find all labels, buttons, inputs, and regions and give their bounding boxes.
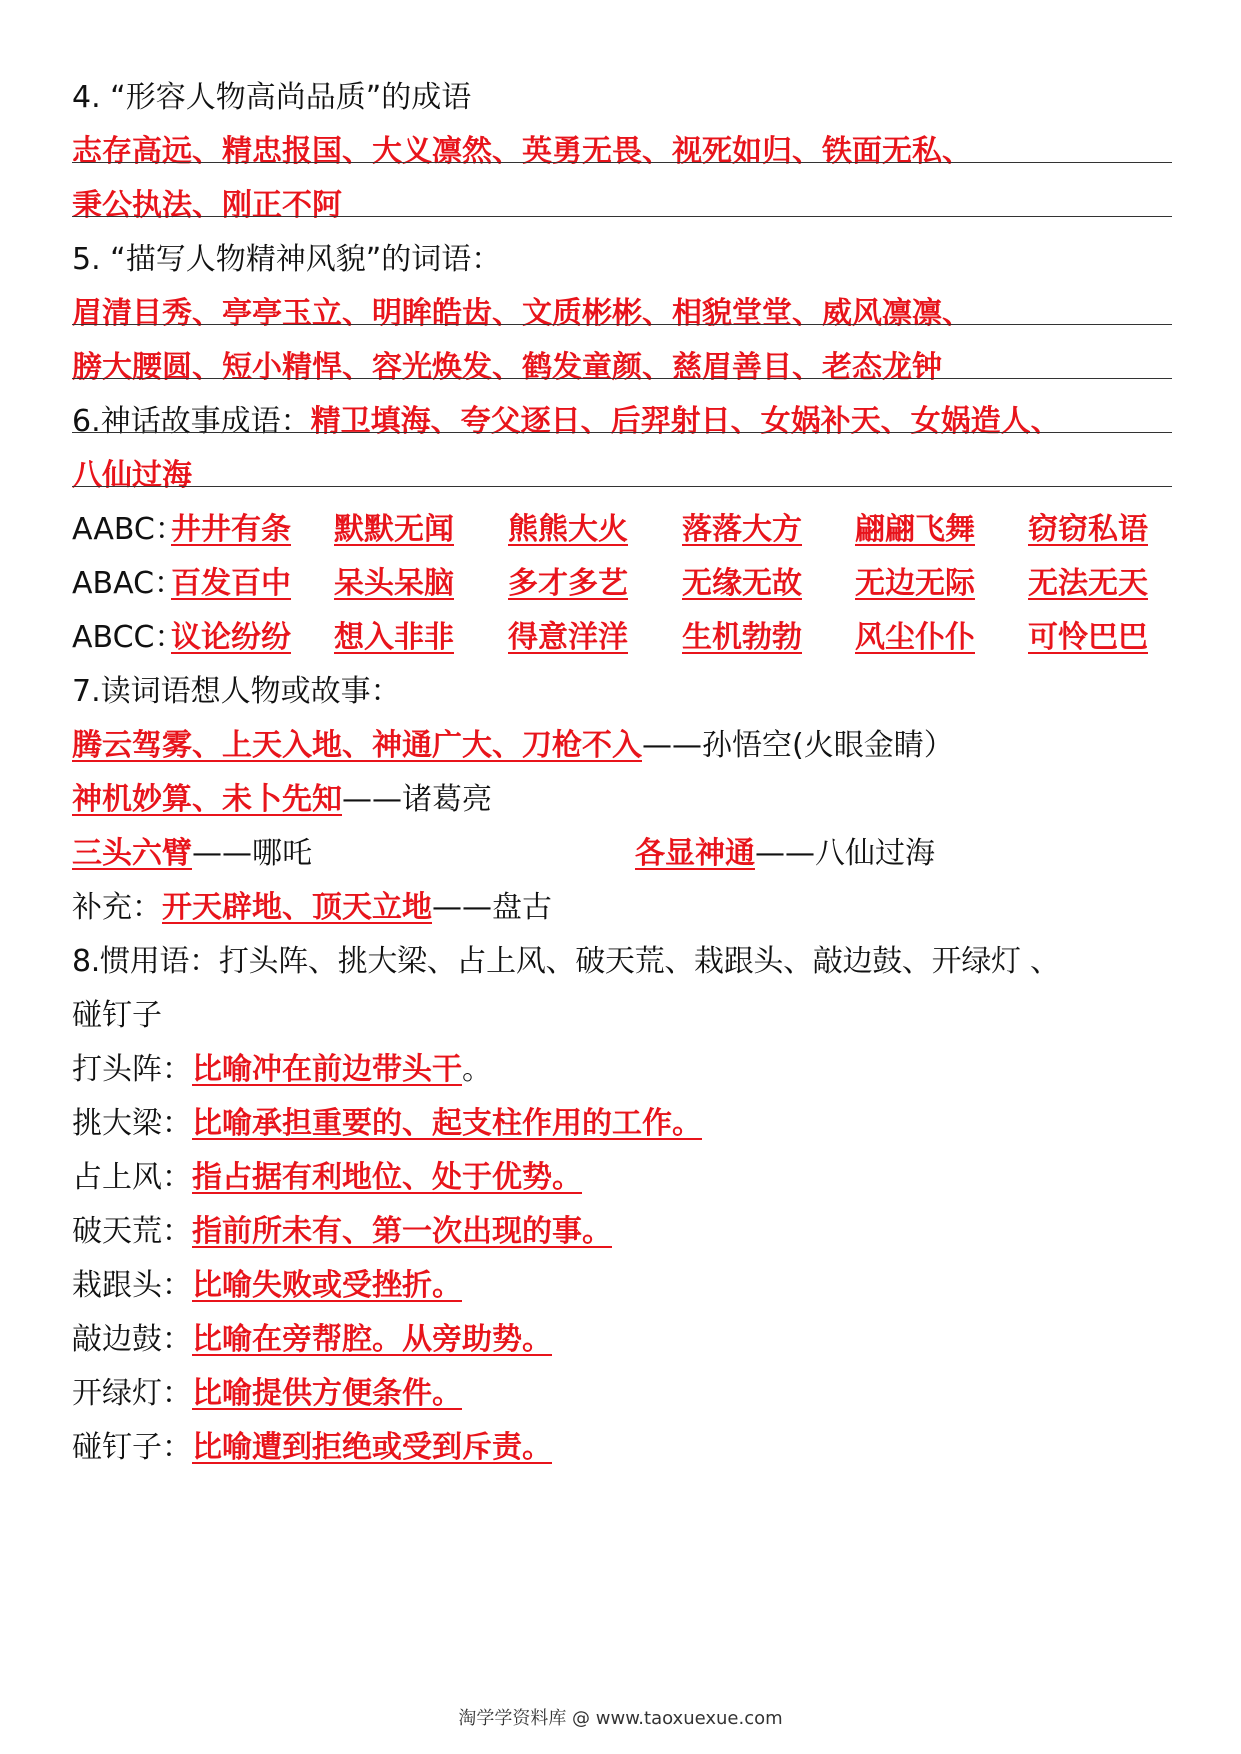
pattern-word: 无边无际	[855, 566, 975, 601]
idiom-term: 栽跟头：	[72, 1268, 192, 1303]
page-footer: 淘学学资料库 @ www.taoxuexue.com	[458, 1708, 783, 1729]
idiom-term: 打头阵：	[72, 1052, 192, 1087]
sec6-line1	[72, 396, 1061, 448]
sec7-heading: 7.读词语想人物或故事：	[72, 674, 401, 709]
idiom-item	[72, 1098, 702, 1150]
idiom-item	[72, 1152, 582, 1204]
sec5-answer-line1: 眉清目秀、亭亭玉立、明眸皓齿、文质彬彬、相貌堂堂、威风凛凛、	[72, 296, 972, 331]
sec7-row3	[72, 828, 1172, 880]
idiom-definition: 比喻冲在前边带头干	[192, 1052, 462, 1087]
pattern-word: 翩翩飞舞	[855, 512, 975, 547]
sec8-heading: 8.惯用语：打头阵、挑大梁、占上风、破天荒、栽跟头、敲边鼓、开绿灯 、	[72, 944, 1060, 979]
pattern-label: ABAC：	[72, 566, 185, 601]
sec7-row3b-rest: ——八仙过海	[755, 836, 935, 871]
sec7-row2	[72, 774, 492, 826]
pattern-word: 井井有条	[171, 512, 291, 547]
sec5-answer-line2: 膀大腰圆、短小精悍、容光焕发、鹤发童颜、慈眉善目、老态龙钟	[72, 350, 942, 385]
idiom-term: 开绿灯：	[72, 1376, 192, 1411]
sec7-row3b	[635, 828, 935, 880]
sec7-row1-answer: 腾云驾雾、上天入地、神通广大、刀枪不入	[72, 728, 642, 763]
pattern-word: 百发百中	[171, 566, 291, 601]
sec7-row3a-answer: 三头六臂	[72, 836, 192, 871]
idiom-definition: 比喻遭到拒绝或受到斥责。	[192, 1430, 552, 1465]
idiom-definition: 比喻承担重要的、起支柱作用的工作。	[192, 1106, 702, 1141]
pattern-word: 得意洋洋	[508, 620, 628, 655]
pattern-word: 无缘无故	[682, 566, 802, 601]
idiom-item	[72, 1206, 612, 1258]
sec4-answer-line1: 志存高远、精忠报国、大义凛然、英勇无畏、视死如归、铁面无私、	[72, 134, 972, 169]
pattern-word: 无法无天	[1028, 566, 1148, 601]
answer-rule	[72, 324, 1172, 325]
answer-rule	[72, 432, 1172, 433]
idiom-term: 敲边鼓：	[72, 1322, 192, 1357]
idiom-definition: 比喻失败或受挫折。	[192, 1268, 462, 1303]
sec6-prefix: 6.神话故事成语：	[72, 404, 311, 439]
pattern-word: 生机勃勃	[682, 620, 802, 655]
sec7-row2-answer: 神机妙算、未卜先知	[72, 782, 342, 817]
idiom-definition: 指占据有利地位、处于优势。	[192, 1160, 582, 1195]
sec7-row3b-answer: 各显神通	[635, 836, 755, 871]
pattern-word: 窃窃私语	[1028, 512, 1148, 547]
sec7-row2-rest: ——诸葛亮	[342, 782, 492, 817]
pattern-word: 议论纷纷	[171, 620, 291, 655]
idiom-definition: 比喻在旁帮腔。从旁助势。	[192, 1322, 552, 1357]
sec7-row4-rest: ——盘古	[432, 890, 552, 925]
sec4-answer-line2: 秉公执法、刚正不阿	[72, 188, 342, 223]
idiom-definition: 指前所未有、第一次出现的事。	[192, 1214, 612, 1249]
idiom-definition: 比喻提供方便条件。	[192, 1376, 462, 1411]
idiom-item	[72, 1314, 552, 1366]
sec4-heading: 4. “形容人物高尚品质”的成语	[72, 80, 472, 115]
sec7-row4	[72, 882, 552, 934]
sec7-row4-answer: 开天辟地、顶天立地	[162, 890, 432, 925]
idiom-tail: 。	[462, 1052, 492, 1087]
answer-rule	[72, 216, 1172, 217]
sec7-row1-rest: ——孙悟空(火眼金睛）	[642, 728, 954, 763]
sec7-row4-prefix: 补充：	[72, 890, 162, 925]
idiom-item	[72, 1044, 492, 1096]
idiom-term: 碰钉子：	[72, 1430, 192, 1465]
idiom-term: 占上风：	[72, 1160, 192, 1195]
pattern-word: 想入非非	[334, 620, 454, 655]
pattern-word: 多才多艺	[508, 566, 628, 601]
pattern-label: ABCC：	[72, 620, 185, 655]
answer-rule	[72, 486, 1172, 487]
sec8-heading-cont: 碰钉子	[72, 998, 162, 1033]
answer-rule	[72, 378, 1172, 379]
sec7-row3a	[72, 828, 312, 880]
answer-rule	[72, 162, 1172, 163]
sec7-row3a-rest: ——哪吒	[192, 836, 312, 871]
idiom-term: 挑大梁：	[72, 1106, 192, 1141]
idiom-term: 破天荒：	[72, 1214, 192, 1249]
pattern-word: 风尘仆仆	[855, 620, 975, 655]
sec5-heading: 5. “描写人物精神风貌”的词语：	[72, 242, 502, 277]
sec6-answer-line1: 精卫填海、夸父逐日、后羿射日、女娲补天、女娲造人、	[310, 404, 1061, 439]
pattern-word: 默默无闻	[334, 512, 454, 547]
sec7-row1	[72, 720, 954, 772]
pattern-word: 呆头呆脑	[334, 566, 454, 601]
idiom-item	[72, 1260, 462, 1312]
pattern-word: 熊熊大火	[508, 512, 628, 547]
sec6-answer-line2: 八仙过海	[72, 458, 192, 493]
idiom-item	[72, 1422, 552, 1474]
pattern-word: 可怜巴巴	[1028, 620, 1148, 655]
pattern-word: 落落大方	[682, 512, 802, 547]
pattern-label: AABC：	[72, 512, 185, 547]
idiom-item	[72, 1368, 462, 1420]
